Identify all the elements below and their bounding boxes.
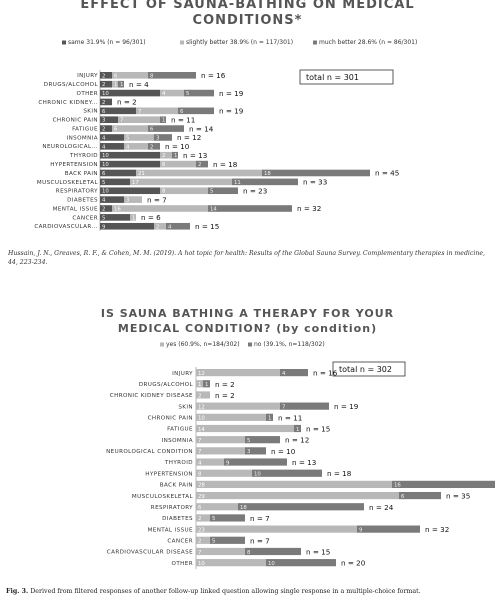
chart1-title-line2: CONDITIONS* — [192, 13, 303, 28]
chart2-data-label: 1 — [205, 382, 209, 389]
chart2-bar-segment — [224, 458, 287, 465]
chart1-data-label: 11 — [234, 179, 241, 186]
chart1-category-label: INJURY — [77, 73, 98, 80]
chart1-data-label: 6 — [102, 108, 106, 115]
chart2-category-label: FATIGUE — [167, 426, 193, 433]
chart2-bar-segment — [196, 403, 280, 410]
chart2-data-label: 8 — [247, 549, 251, 556]
chart2-data-label: 3 — [247, 449, 251, 456]
chart1-data-label: 5 — [102, 179, 106, 186]
chart1-legend-label: same 31.9% (n = 96/301) — [68, 39, 146, 46]
chart2-bar-segment — [238, 503, 364, 510]
chart2-bar-segment — [245, 548, 301, 555]
chart1-bar-segment — [130, 179, 232, 186]
chart2-data-label: 10 — [268, 560, 275, 567]
chart1-title-line1: EFFECT OF SAUNA-BATHING ON MEDICAL — [80, 0, 415, 12]
chart2-bar-segment — [196, 503, 238, 510]
chart2-data-label: 2 — [198, 516, 202, 523]
figure-caption — [6, 588, 494, 595]
chart2-category-label: INJURY — [172, 370, 193, 377]
chart1-data-label: 6 — [162, 162, 166, 169]
chart1-category-label: BACK PAIN — [64, 170, 98, 177]
chart1-legend-swatch — [313, 41, 317, 45]
chart1-data-label: 6 — [114, 73, 118, 80]
chart2-legend-swatch — [160, 343, 164, 347]
chart2-n-label: n = 19 — [334, 402, 359, 412]
chart2-bar-segment — [196, 492, 399, 499]
chart2-n-label: n = 20 — [341, 558, 366, 568]
chart1-category-label: INSOMNIA — [66, 135, 98, 142]
chart1-data-label: 1 — [120, 82, 124, 89]
chart1-category-label: DIABETES — [67, 197, 98, 204]
chart2-data-label: 7 — [198, 449, 202, 456]
chart1-data-label: 1 — [132, 215, 136, 222]
chart1-data-label: 5 — [126, 135, 130, 142]
chart1-category-label: SKIN — [83, 108, 98, 115]
chart2-data-label: 1 — [296, 426, 300, 433]
chart2-category-label: RESPIRATORY — [150, 504, 193, 511]
chart1-data-label: 1 — [114, 82, 118, 89]
chart1-data-label: 1 — [174, 153, 178, 160]
chart1-n-label: n = 19 — [219, 106, 244, 116]
chart1-n-label: n = 11 — [171, 115, 196, 125]
chart2-bar-segment — [399, 492, 441, 499]
chart2-data-label: 5 — [212, 516, 216, 523]
chart1-data-label: 2 — [102, 126, 106, 133]
chart2-data-label: 4 — [282, 370, 286, 377]
chart2-bar-segment — [196, 447, 245, 454]
chart1-data-label: 10 — [102, 153, 109, 160]
chart1-data-label: 1 — [162, 117, 166, 124]
caption-text: Derived from filtered responses of another follow-up linked question allowing single response in a multiple-choice format. — [30, 588, 421, 595]
chart1-category-label: OTHER — [76, 90, 98, 97]
chart1-category-label: CHRONIC KIDNEY... — [38, 99, 98, 106]
chart1-data-label: 2 — [102, 206, 106, 213]
chart1-total-label: total n = 301 — [306, 73, 359, 82]
chart1-data-label: 2 — [150, 144, 154, 151]
chart2-bar-segment — [252, 470, 322, 477]
chart2-n-label: n = 12 — [285, 435, 310, 445]
chart1-n-label: n = 12 — [177, 133, 202, 143]
chart1-n-label: n = 19 — [219, 88, 244, 98]
chart2-legend-label: yes (60.9%, n=184/302) — [166, 341, 240, 348]
chart1-bar-segment — [148, 72, 196, 79]
chart2-category-label: DRUGS/ALCOHOL — [138, 381, 193, 388]
chart1-category-label: HYPERTENSION — [50, 162, 98, 168]
chart2-n-label: n = 11 — [278, 413, 303, 423]
chart1-data-label: 17 — [132, 179, 139, 186]
chart2-n-label: n = 2 — [215, 379, 235, 389]
chart1-bar-segment — [232, 179, 298, 186]
chart1-n-label: n = 7 — [147, 195, 167, 205]
chart2-n-label: n = 35 — [446, 491, 471, 501]
chart1-data-label: 3 — [126, 197, 130, 204]
chart1-data-label: 4 — [102, 197, 106, 204]
chart2-category-label: THYROID — [164, 460, 193, 467]
chart2-bar-segment — [196, 470, 252, 477]
chart1-data-label: 10 — [102, 188, 109, 195]
chart2-n-label: n = 32 — [425, 525, 450, 535]
chart2-n-label: n = 15 — [306, 424, 331, 434]
chart2-title-line1: IS SAUNA BATHING A THERAPY FOR YOUR — [100, 307, 395, 320]
chart1-bar-segment — [160, 187, 208, 194]
chart2-n-label: n = 15 — [306, 547, 331, 557]
chart1-n-label: n = 45 — [375, 168, 400, 178]
chart2-bar-segment — [196, 414, 266, 421]
chart1-category-label: THYROID — [69, 153, 98, 160]
chart2-n-label: n = 7 — [250, 536, 270, 546]
chart1-data-label: 8 — [162, 188, 166, 195]
chart2-category-label: HYPERTENSION — [145, 471, 193, 478]
chart1-data-label: 5 — [102, 215, 106, 222]
chart1-data-label: 5 — [186, 91, 190, 98]
chart2-category-label: MUSCULOSKELETAL — [131, 493, 193, 500]
chart1-data-label: 10 — [102, 91, 109, 98]
chart2-data-label: 6 — [198, 505, 202, 512]
chart2-data-label: 7 — [198, 549, 202, 556]
chart1-data-label: 2 — [198, 162, 202, 169]
chart1-bar-segment — [100, 223, 154, 230]
chart1-legend-label: much better 28.6% (n = 86/301) — [319, 39, 418, 46]
chart1-data-label: 6 — [114, 126, 118, 133]
chart1-data-label: 6 — [150, 126, 154, 133]
chart1-data-label: 4 — [168, 224, 172, 231]
chart2-category-label: BACK PAIN — [159, 482, 193, 489]
chart2-bar-segment — [357, 526, 420, 533]
chart2-bar-segment — [280, 403, 329, 410]
chart1-data-label: 2 — [156, 224, 160, 231]
chart2-bar-segment — [196, 526, 357, 533]
chart2-data-label: 12 — [198, 370, 205, 377]
chart2-data-label: 9 — [359, 527, 363, 534]
chart2-data-label: 8 — [198, 471, 202, 478]
chart1-bar-segment — [100, 152, 160, 159]
chart1-n-label: n = 15 — [195, 221, 220, 231]
chart1-category-label: CANCER — [72, 215, 98, 222]
chart2-data-label: 18 — [240, 505, 247, 512]
chart1-data-label: 7 — [138, 108, 142, 115]
chart1-data-label: 6 — [102, 170, 106, 177]
chart1-n-label: n = 32 — [297, 204, 322, 214]
chart1-data-label: 7 — [120, 117, 124, 124]
chart2-data-label: 28 — [198, 482, 205, 489]
chart1-legend-swatch — [62, 41, 66, 45]
chart1-category-label: MUSCULOSKELETAL — [36, 179, 98, 186]
chart1-n-label: n = 14 — [189, 124, 214, 134]
chart1-data-label: 2 — [102, 82, 106, 89]
chart1-bar-segment — [136, 170, 262, 177]
chart2-legend-label: no (39.1%, n=118/302) — [254, 341, 325, 348]
chart2-category-label: CHRONIC PAIN — [147, 415, 193, 422]
chart2-title-line2: MEDICAL CONDITION? (by condition) — [117, 322, 378, 335]
chart1-n-label: n = 18 — [213, 159, 238, 169]
chart2-n-label: n = 16 — [313, 368, 338, 378]
chart2-data-label: 9 — [226, 460, 230, 467]
chart2-bar-segment — [196, 548, 245, 555]
chart1-category-label: DRUGS/ALCOHOL — [43, 82, 98, 89]
chart1-n-label: n = 6 — [141, 213, 161, 223]
chart2-data-label: 29 — [198, 493, 205, 500]
chart2-category-label: CHRONIC KIDNEY DISEASE — [109, 393, 193, 400]
chart1-data-label: 10 — [102, 162, 109, 169]
chart1-data-label: 14 — [210, 206, 217, 213]
chart2-data-label: 16 — [394, 482, 401, 489]
chart2-data-label: 1 — [198, 382, 202, 389]
chart1-category-label: CHRONIC PAIN — [52, 117, 98, 124]
chart2-data-label: 5 — [212, 538, 216, 545]
chart2-data-label: 2 — [198, 393, 202, 400]
chart2-data-label: 1 — [268, 415, 272, 422]
chart2-n-label: n = 10 — [271, 446, 296, 456]
chart1-n-label: n = 2 — [117, 97, 137, 107]
chart2-data-label: 10 — [198, 560, 205, 567]
chart1-legend-swatch — [180, 41, 184, 45]
chart1-bar-segment — [136, 108, 178, 115]
chart2-bar-segment — [196, 369, 280, 376]
chart2-n-label: n = 18 — [327, 469, 352, 479]
chart2-data-label: 12 — [198, 404, 205, 411]
chart1-n-label: n = 16 — [201, 71, 226, 80]
chart1-n-label: n = 33 — [303, 177, 328, 187]
chart2-n-label: n = 13 — [292, 458, 317, 468]
chart1-n-label: n = 23 — [243, 186, 268, 196]
chart2-data-label: 2 — [198, 538, 202, 545]
chart2-category-label: INSOMNIA — [161, 437, 193, 444]
chart1-data-label: 4 — [102, 135, 106, 142]
caption-label: Fig. 3. — [6, 588, 29, 595]
chart1-category-label: RESPIRATORY — [55, 188, 98, 195]
chart2-category-label: MENTAL ISSUE — [147, 527, 193, 534]
chart1-bar-segment — [100, 161, 160, 168]
chart1-data-label: 4 — [126, 144, 130, 151]
chart1-n-label: n = 4 — [129, 79, 149, 89]
chart1-bar-segment — [118, 116, 160, 123]
chart1-category-label: FATIGUE — [72, 126, 98, 133]
chart1-n-label: n = 10 — [165, 142, 190, 152]
chart1-data-label: 5 — [210, 188, 214, 195]
chart1-data-label: 6 — [180, 108, 184, 115]
chart2-bar-segment — [196, 481, 392, 488]
chart2-data-label: 5 — [247, 437, 251, 444]
chart1-data-label: 21 — [138, 170, 145, 177]
chart1-data-label: 9 — [102, 224, 106, 231]
chart2-n-label: n = 7 — [250, 513, 270, 523]
chart2-bar-segment — [392, 481, 495, 488]
chart2-legend-swatch — [248, 343, 252, 347]
chart2-bar-segment — [196, 436, 245, 443]
chart1-category-label: CARDIOVASCULAR... — [34, 224, 98, 231]
chart2-category-label: NEUROLOGICAL CONDITION — [106, 449, 193, 456]
chart1-data-label: 16 — [114, 206, 121, 213]
chart1-data-label: 2 — [102, 73, 106, 80]
chart2-category-label: OTHER — [171, 560, 193, 567]
chart2-category-label: SKIN — [178, 404, 193, 411]
chart2-data-label: 10 — [198, 415, 205, 422]
chart2-data-label: 14 — [198, 426, 205, 433]
chart2-n-label: n = 2 — [215, 390, 235, 400]
chart1-data-label: 4 — [102, 144, 106, 151]
chart1-data-label: 18 — [264, 170, 271, 177]
chart1-bar-segment — [208, 205, 292, 212]
chart1-bar-segment — [100, 90, 160, 97]
chart1-category-label: NEUROLOGICAL... — [42, 144, 98, 151]
chart2-data-label: 6 — [401, 493, 405, 500]
chart1-data-label: 8 — [150, 73, 154, 80]
chart1-data-label: 3 — [102, 117, 106, 124]
chart2-bar-segment — [266, 559, 336, 566]
chart1-data-label: 3 — [156, 135, 160, 142]
chart2-data-label: 10 — [254, 471, 261, 478]
chart2-total-label: total n = 302 — [339, 365, 392, 374]
chart1-bar-segment — [100, 187, 160, 194]
chart1-data-label: 2 — [102, 99, 106, 106]
chart1-data-label: 4 — [162, 91, 166, 98]
chart2-data-label: 4 — [198, 460, 202, 467]
chart2-data-label: 7 — [282, 404, 286, 411]
chart2-data-label: 23 — [198, 527, 205, 534]
chart1-bar-segment — [262, 170, 370, 177]
chart2-category-label: CANCER — [167, 538, 193, 545]
chart1-bar-segment — [112, 205, 208, 212]
chart2-data-label: 7 — [198, 437, 202, 444]
chart2-n-label: n = 24 — [369, 502, 394, 512]
chart2-bar-segment — [196, 425, 294, 432]
chart1-n-label: n = 13 — [183, 150, 208, 160]
chart1-legend-label: slightly better 38.9% (n = 117/301) — [186, 39, 294, 46]
chart1-data-label: 2 — [162, 153, 166, 160]
chart2-category-label: CARDIOVASCULAR DISEASE — [106, 549, 193, 556]
chart1-category-label: MENTAL ISSUE — [52, 206, 98, 213]
chart2-bar-segment — [196, 559, 266, 566]
citation: Hussain, J. N., Greaves, R. F., & Cohen, M. M. (2019). A hot topic for health: Results of the Global Sauna Survey. Complementary therapies in medicine, 44, 223-234. — [8, 250, 485, 266]
chart2-category-label: DIABETES — [162, 516, 193, 523]
